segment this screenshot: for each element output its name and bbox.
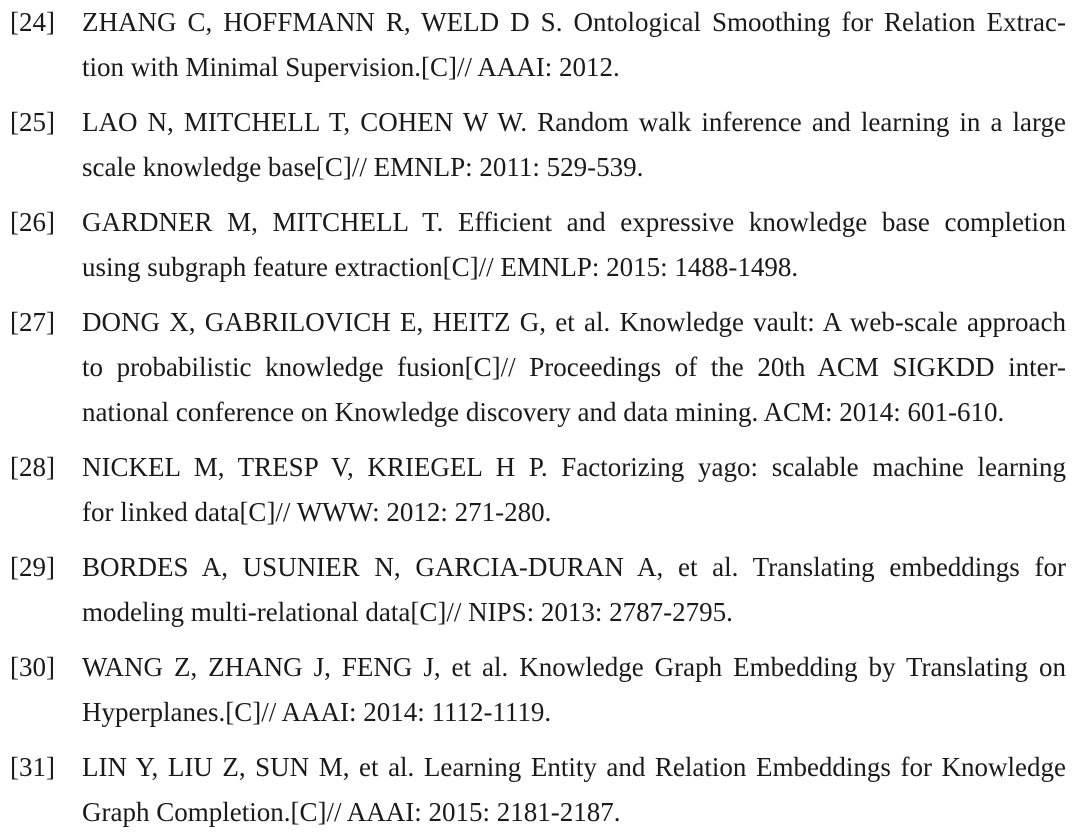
- reference-text: [82, 300, 1066, 435]
- reference-line: using subgraph feature extraction[C]// EMNLP: 2015: 1488-1498.: [82, 252, 799, 282]
- reference-text: [82, 0, 1066, 90]
- reference-line: LIN Y, LIU Z, SUN M, et al. Learning Entity and Relation Embeddings for Knowledge: [82, 752, 1066, 782]
- reference-line: for linked data[C]// WWW: 2012: 271-280.: [82, 497, 552, 527]
- reference-line: WANG Z, ZHANG J, FENG J, et al. Knowledge Graph Embedding by Translating on: [82, 652, 1066, 682]
- reference-text: [82, 645, 1066, 735]
- reference-line: national conference on Knowledge discovery and data mining. ACM: 2014: 601-610.: [82, 397, 1005, 427]
- reference-line: DONG X, GABRILOVICH E, HEITZ G, et al. Knowledge vault: A web-scale approach: [82, 307, 1066, 337]
- reference-line: Hyperplanes.[C]// AAAI: 2014: 1112-1119.: [82, 697, 552, 727]
- reference-line: to probabilistic knowledge fusion[C]// Proceedings of the 20th ACM SIGKDD inter-: [82, 352, 1066, 382]
- reference-line: BORDES A, USUNIER N, GARCIA-DURAN A, et al. Translating embeddings for: [82, 552, 1066, 582]
- reference-line: GARDNER M, MITCHELL T. Efficient and expressive knowledge base completion: [82, 207, 1066, 237]
- reference-number: [31]: [10, 752, 55, 782]
- reference-line: ZHANG C, HOFFMANN R, WELD D S. Ontological Smoothing for Relation Extrac-: [82, 7, 1066, 37]
- reference-number: [30]: [10, 652, 55, 682]
- reference-text: [82, 445, 1066, 535]
- reference-number: [28]: [10, 452, 55, 482]
- reference-line: LAO N, MITCHELL T, COHEN W W. Random walk inference and learning in a large: [82, 107, 1066, 137]
- reference-line: scale knowledge base[C]// EMNLP: 2011: 529-539.: [82, 152, 644, 182]
- reference-number: [24]: [10, 7, 55, 37]
- reference-text: [82, 545, 1066, 635]
- reference-number: [25]: [10, 107, 55, 137]
- reference-line: Graph Completion.[C]// AAAI: 2015: 2181-2187.: [82, 797, 621, 827]
- reference-number: [27]: [10, 307, 55, 337]
- reference-line: modeling multi-relational data[C]// NIPS: 2013: 2787-2795.: [82, 597, 733, 627]
- reference-line: NICKEL M, TRESP V, KRIEGEL H P. Factorizing yago: scalable machine learning: [82, 452, 1066, 482]
- reference-number: [26]: [10, 207, 55, 237]
- reference-line: tion with Minimal Supervision.[C]// AAAI: 2012.: [82, 52, 620, 82]
- reference-text: [82, 200, 1066, 290]
- reference-text: [82, 745, 1066, 835]
- reference-number: [29]: [10, 552, 55, 582]
- reference-text: [82, 100, 1066, 190]
